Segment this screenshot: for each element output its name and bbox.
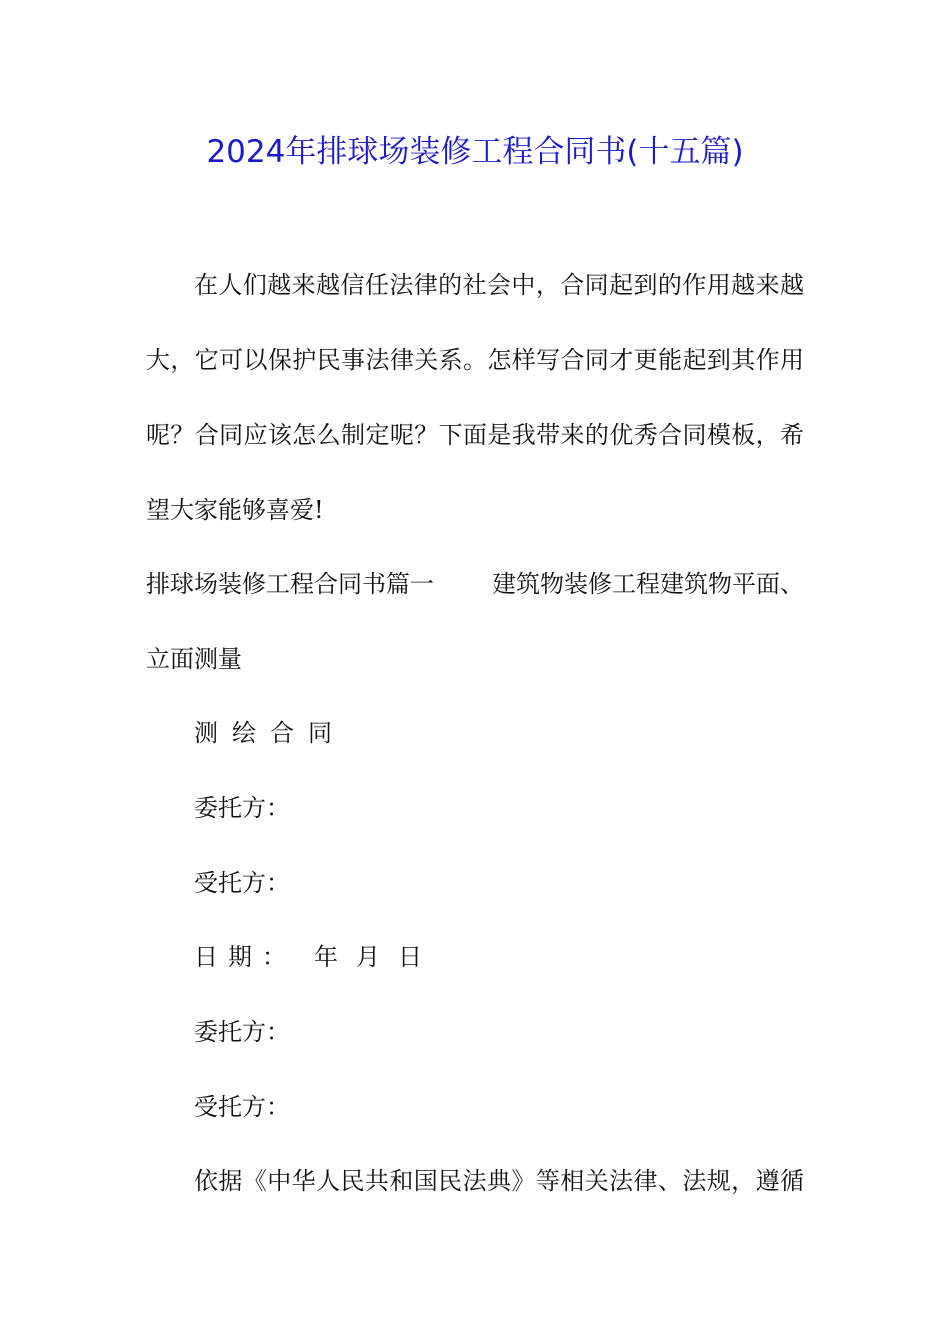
client-label-2: 委托方：	[194, 1018, 290, 1046]
date-day: 日	[398, 943, 422, 971]
basis-line: 依据《中华人民共和国民法典》等相关法律、法规，遵循	[194, 1167, 804, 1195]
contractor-label-2: 受托方：	[194, 1093, 290, 1121]
date-line	[194, 940, 422, 974]
intro-line-4: 望大家能够喜爱!	[146, 496, 324, 524]
intro-line-3: 呢？合同应该怎么制定呢？下面是我带来的优秀合同模板，希	[146, 421, 804, 449]
chapter-heading-line	[146, 567, 804, 601]
intro-line-1: 在人们越来越信任法律的社会中，合同起到的作用越来越	[194, 271, 804, 299]
document-title: 2024年排球场装修工程合同书(十五篇)	[206, 134, 744, 170]
date-month: 月	[356, 943, 380, 971]
chapter-heading: 排球场装修工程合同书篇一	[146, 570, 434, 598]
date-year: 年	[314, 943, 338, 971]
chapter-subject: 建筑物装修工程建筑物平面、	[492, 570, 804, 598]
contract-name: 测绘合同	[194, 719, 346, 747]
contractor-label-1: 受托方：	[194, 869, 290, 897]
chapter-subject-continued: 立面测量	[146, 645, 242, 673]
intro-line-2: 大，它可以保护民事法律关系。怎样写合同才更能起到其作用	[146, 346, 804, 374]
date-label: 日期：	[194, 943, 296, 971]
client-label-1: 委托方：	[194, 794, 290, 822]
